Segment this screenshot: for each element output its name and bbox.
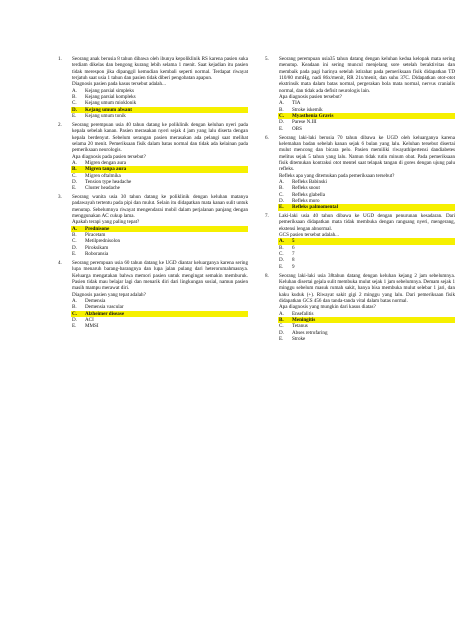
answer-option-correct <box>278 204 455 210</box>
option-letter: B. <box>72 166 77 173</box>
answer-options <box>72 88 248 120</box>
case-text: Seorang perempuan usia35 tahun datang dengan keluhan kedua kelopak mata sering menutup. Keadaan ini sering muncul menjelang sore setelah beraktivitas dan membaik pada pagi harinya setelah istirahat pada pemeriksaan fisik didapatkan TD 110/80 mmHg, nadi 86x/menit, RR 21x/menit, dan suhu 37C. Didapatkan otot-otot ekstrinsik mata dalam batas normal, pergerakan bola mata normal, nervus cranialis normal, dan tidak ada defisit neurologis lain. <box>279 56 455 94</box>
option-text: 5 <box>292 238 295 245</box>
option-text: Stroke iskemik <box>292 106 323 113</box>
option-letter: A. <box>72 159 77 166</box>
question-prompt: Diagnosis pasien yang tepat adalah? <box>72 291 146 298</box>
answer-options <box>72 160 248 192</box>
answer-options <box>72 298 248 330</box>
option-text: Parese N.III <box>292 119 317 126</box>
option-text: Kejang umum absant <box>85 106 132 113</box>
question-prompt: Diagnosis pasien pada kasus tersebut adalah... <box>72 81 166 88</box>
option-letter: E. <box>72 251 77 258</box>
option-letter: E. <box>72 113 77 120</box>
option-letter: C. <box>72 172 77 179</box>
question-prompt: GCS pasien tersebut adalah... <box>279 232 339 239</box>
option-text: MMSI <box>85 323 99 330</box>
option-text: Kejang umum tonik <box>85 113 126 120</box>
option-text: Prednisone <box>85 225 110 232</box>
question-item <box>58 194 248 257</box>
case-text: Laki-laki usia 40 tahun dibawa ke UGD dengan penurunan kesadaran. Dari pemeriksaan didapatkan mata tidak membuka dengan rangsang nyeri, mengerang, ekstensi lengan abnormal. <box>279 213 455 232</box>
option-letter: E. <box>279 125 284 132</box>
option-letter: A. <box>72 225 77 232</box>
right-column <box>265 56 455 345</box>
answer-options <box>279 311 455 343</box>
option-text: Refleks moro <box>292 197 320 204</box>
option-text: Meningitis <box>292 316 316 323</box>
case-text: Seorang wanita usia 30 tahun datang ke poliklinik dengan keluhan matanya padawayah tertentu pada pipi dan mulut. Selain itu didapatkan mata kanan sulit untuk menutup. Sebelumnya riwayat mengendarai mobil dalam perjalanan panjang dengan menggunakan AC cukup lama. <box>72 194 248 220</box>
option-letter: A. <box>72 87 77 94</box>
question-stem <box>279 135 455 179</box>
case-text: Seorang perempuan usia 60 tahun datang ke UGD diantar keluarganya karena sering lupa menaruh barang-barangnya dan lupa jalan pulang dari heterorumahmasnya. Keluarga mengatakan bahwa memori pasien untuk mengingat semakin memburuk. Pasien tidak mau belajar lagi dan menarik diri dari lingkungan sosial, namun pasien masih mampu merawat diri. <box>72 259 248 292</box>
answer-option <box>72 113 248 119</box>
option-letter: C. <box>72 100 77 107</box>
case-text: Seorang laki-laki usia 38tahun datang dengan keluhan kejang 2 jam sebelumnya. Keluhan disertai gejala sulit membuka mulut sejak 1 jam sebelumnya. Demam sejak 1 minggu sebelum masuk rumah sakit, hanya bisa membuka mulut selebar 1 jari, dan kaku kuduk (+). Riwayat sakit gigi 2 minggu yang lalu. Dari pemeriksaan fisik didapatkan GCS 456 dan tanda-tanda vital dalam batas normal. <box>279 272 455 304</box>
option-text: Metilprednisolon <box>85 238 121 245</box>
case-text: Seorang anak berusia 8 tahun dibawa oleh ibunya kepoliklinik RS karena pasien suka terdiam dikelas dan bengong kurang lebih selama 1 menit. Saat kejadian itu pasien tidak merespon jika dipanggil kemudian kembali seperti normal. Terdapat riwayat terjatuh saat usia 1 tahun dan pasien tidak diberi pengobatan apapun. <box>72 56 248 82</box>
answer-option <box>279 126 455 132</box>
question-item <box>58 260 248 330</box>
option-text: Migren dengan aura <box>85 159 127 166</box>
question-number: 2. <box>58 121 62 128</box>
option-letter: D. <box>279 329 284 336</box>
option-text: Demensia vascular <box>85 304 124 311</box>
option-text: 8 <box>292 257 295 264</box>
option-letter: D. <box>72 106 77 113</box>
answer-option <box>72 323 248 329</box>
question-item <box>58 122 248 192</box>
option-letter: B. <box>72 304 77 311</box>
option-text: Piroksikam <box>85 244 109 251</box>
option-letter: A. <box>279 238 284 245</box>
option-text: Refleks snout <box>292 185 320 192</box>
question-stem <box>72 260 248 298</box>
option-letter: C. <box>72 310 77 317</box>
question-item <box>265 56 455 132</box>
question-prompt: Apa diagnosis yang mungkin dari kasus diatas? <box>279 304 376 311</box>
option-letter: D. <box>72 178 77 185</box>
answer-option <box>72 251 248 257</box>
question-stem <box>279 213 455 238</box>
answer-options <box>279 179 455 211</box>
option-letter: A. <box>72 297 77 304</box>
option-text: 9 <box>292 263 295 270</box>
option-text: Kejang parsial kompleks <box>85 94 136 101</box>
option-text: Migren tanpa aura <box>85 166 127 173</box>
option-text: Abses retrofaring <box>292 329 328 336</box>
case-text: Seorang perempuan usia 40 tahun datang ke poliklinik dengan keluhan nyeri pada kepala sebelah kanan. Pasien merasakan nyeri sejak 4 jam yang lalu diserta dengan kepala berdenyut. Sebelum serangan pasien merasakan ada pelangi saat melihat selama 20 menit. Pemeriksaan fisik dalam batas normal dan tidak ada kelainan pada pemeriksaan neurologis. <box>72 121 248 154</box>
option-letter: E. <box>279 263 284 270</box>
option-text: ACI <box>85 316 94 323</box>
answer-option <box>279 336 455 342</box>
option-text: Demensia <box>85 297 106 304</box>
question-item <box>58 56 248 119</box>
option-text: Ensefalitis <box>292 310 314 317</box>
option-text: Tension type headache <box>85 178 132 185</box>
option-text: Migren oftalmika <box>85 172 121 179</box>
question-stem <box>279 273 455 311</box>
option-letter: A. <box>279 310 284 317</box>
answer-options <box>279 238 455 270</box>
option-letter: B. <box>279 106 284 113</box>
answer-options <box>72 226 248 258</box>
option-letter: D. <box>279 257 284 264</box>
answer-option <box>72 185 248 191</box>
option-letter: E. <box>72 323 77 330</box>
question-number: 4. <box>58 259 62 266</box>
option-text: Refleks palmomental <box>292 204 338 211</box>
option-text: Refleks glabella <box>292 191 325 198</box>
option-letter: D. <box>279 197 284 204</box>
question-stem <box>72 194 248 226</box>
option-letter: E. <box>279 204 284 211</box>
question-stem <box>279 56 455 100</box>
option-letter: C. <box>279 323 284 330</box>
option-letter: C. <box>279 191 284 198</box>
question-number: 7. <box>265 213 269 220</box>
question-number: 5. <box>265 56 269 62</box>
option-letter: C. <box>279 251 284 258</box>
question-item <box>265 273 455 343</box>
question-number: 3. <box>58 194 62 200</box>
option-text: 6 <box>292 244 295 251</box>
question-stem <box>72 56 248 88</box>
question-prompt: Apa diagnosis pada pasien tersebut? <box>72 153 146 160</box>
option-letter: B. <box>279 316 284 323</box>
question-item <box>265 135 455 211</box>
option-letter: B. <box>72 232 77 239</box>
option-text: Alzheimer disease <box>85 310 125 317</box>
question-prompt: Apa diagnosis pasien tersebut? <box>279 94 342 101</box>
option-text: OBS <box>292 125 302 132</box>
option-text: Piracetam <box>85 232 106 239</box>
option-text: 7 <box>292 251 295 258</box>
option-text: Roboransia <box>85 251 109 258</box>
option-letter: C. <box>279 113 284 120</box>
option-letter: B. <box>279 185 284 192</box>
option-text: Tetanus <box>292 323 308 330</box>
option-letter: E. <box>72 185 77 192</box>
left-column <box>58 56 248 332</box>
question-number: 6. <box>265 134 269 141</box>
option-letter: D. <box>279 119 284 126</box>
question-prompt: Apakah terapi yang paling tepat? <box>72 219 140 226</box>
option-text: Refleks Babinski <box>292 178 327 185</box>
option-letter: B. <box>279 244 284 251</box>
option-text: Stroke <box>292 335 306 342</box>
question-stem <box>72 122 248 160</box>
option-text: Kejang parsial simpleks <box>85 87 134 94</box>
option-letter: D. <box>72 244 77 251</box>
question-item <box>265 213 455 270</box>
option-text: Cluster headache <box>85 185 120 192</box>
question-number: 8. <box>265 272 269 279</box>
option-text: Myasthenia Gravis <box>292 113 334 120</box>
option-letter: B. <box>72 94 77 101</box>
answer-option <box>279 264 455 270</box>
option-letter: D. <box>72 316 77 323</box>
option-letter: A. <box>279 178 284 185</box>
option-letter: E. <box>279 335 284 342</box>
question-number: 1. <box>58 56 62 62</box>
option-text: Kejang umum mioklonik <box>85 100 137 107</box>
question-prompt: Refleks apa yang ditemukan pada pemeriksaan tersebut? <box>279 172 395 179</box>
case-text: Seorang laki-laki berusia 70 tahun dibawa ke UGD oleh keluarganya karena kelemahan badan sebelah kanan sejak 6 bulan yang lalu. Keluhan tersebut disertai mulut mencong dan bicara pelo. Pasien memiliki riwayathipertensi dandiabetes melitus sejak 5 tahun yang lalu. Namun tidak rutin minum obat. Pada pemeriksaan fisik ditemukan kontraksi otot mentel saat telapak tangan di gores dengan ujung palu refleks. <box>279 134 455 173</box>
answer-options <box>279 100 455 132</box>
option-letter: A. <box>279 100 284 107</box>
option-text: TIA <box>292 100 301 107</box>
option-letter: C. <box>72 238 77 245</box>
